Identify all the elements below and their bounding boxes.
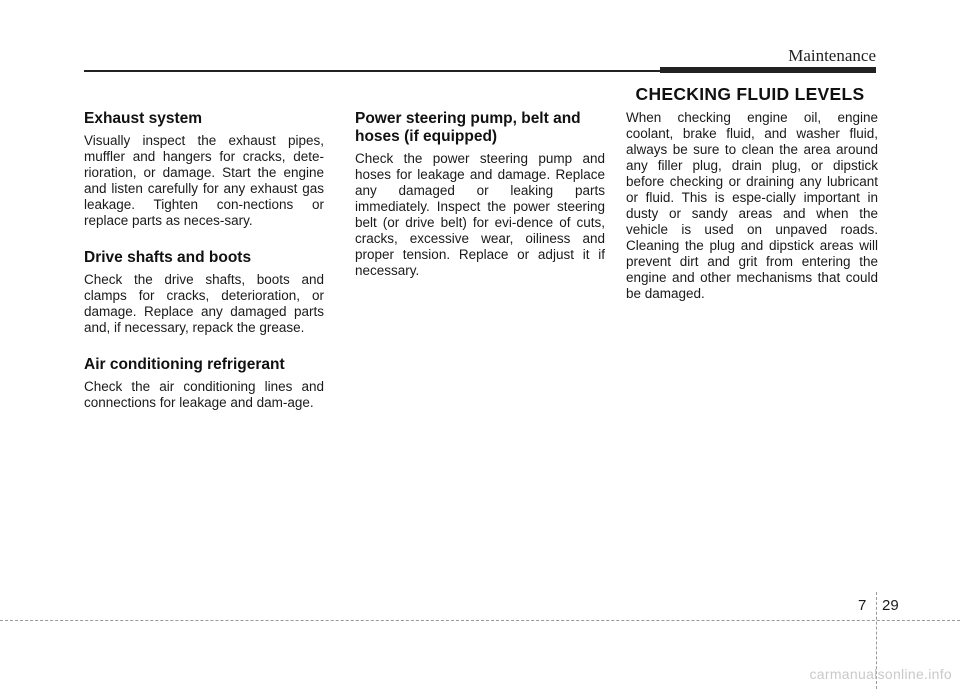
section-body: Check the drive shafts, boots and clamps for cracks, deterioration, or damage. Replace any damaged parts and, if necessary, repack the grease. [84,272,324,335]
section-body: Check the air conditioning lines and connections for leakage and dam-age. [84,379,324,410]
section-power-steering [355,110,605,279]
section-heading: Power steering pump, belt and hoses (if equipped) [355,110,581,145]
footer-rule [0,620,960,621]
page-number: 29 [882,597,899,614]
section-body: Visually inspect the exhaust pipes, muffler and hangers for cracks, dete-rioration, or damage. Start the engine and listen carefully for any exhaust gas leakage. Tighten con-nections or replace parts as neces-sary. [84,133,324,228]
section-drive-shafts [84,249,324,336]
section-body: When checking engine oil, engine coolant, brake fluid, and washer fluid, always be sure to clean the area around any filler plug, drain plug, or dipstick before checking or draining any lubricant or fluid. This is espe-cially important in dusty or sandy areas and when the vehicle is used on unpaved roads. Cleaning the plug and dipstick areas will prevent dirt and grit from entering the engine and other mechanisms that could be damaged. [626,110,878,301]
section-heading: Drive shafts and boots [84,249,252,266]
watermark-text: carmanualsonline.info [809,666,952,682]
chapter-number: 7 [858,597,867,614]
section-exhaust [84,110,324,229]
column-left [84,110,324,431]
column-right [626,110,878,302]
header-rule-thick [660,67,876,73]
chapter-title: Maintenance [788,46,876,65]
section-body: Check the power steering pump and hoses for leakage and damage. Replace any damaged or leaking parts immediately. Inspect the power steering belt (or drive belt) for evi-dence of cuts, cracks, excessive wear, oiliness and proper tension. Replace or adjust it if necessary. [355,151,605,278]
section-heading: Air conditioning refrigerant [84,356,285,373]
column-middle [355,110,605,299]
checking-fluid-levels-heading: CHECKING FLUID LEVELS [635,84,865,104]
header-rule [84,70,660,72]
section-heading: Exhaust system [84,110,203,127]
section-air-conditioning [84,356,324,411]
